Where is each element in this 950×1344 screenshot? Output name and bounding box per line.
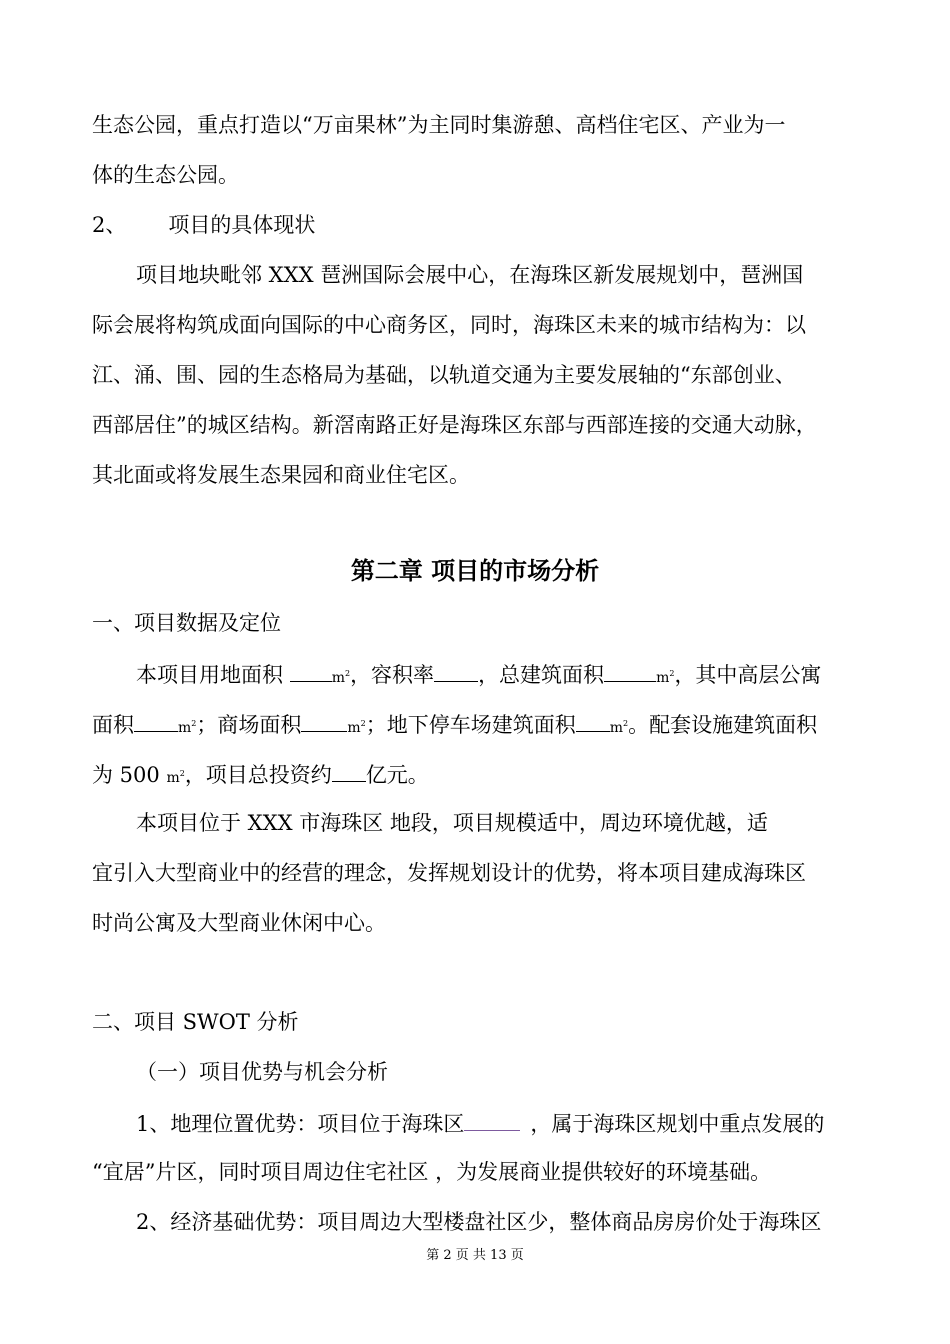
paragraph-line: “宜居”片区，同时项目周边住宅社区 ，为发展商业提供较好的环境基础。 (92, 1160, 772, 1184)
paragraph-line: 西部居住”的城区结构。新滘南路正好是海珠区东部与西部连接的交通大动脉， (92, 413, 817, 437)
blank-field (332, 759, 366, 782)
blank-field (434, 659, 478, 682)
paragraph-line: 1、地理位置优势：项目位于海珠区 ，属于海珠区规划中重点发展的 (136, 1108, 824, 1138)
blank-field (464, 1108, 520, 1131)
blank-field (576, 709, 610, 732)
paragraph-line: 项目地块毗邻 XXX 琶洲国际会展中心，在海珠区新发展规划中，琶洲国 (136, 263, 804, 287)
page-footer: 第 2 页 共 13 页 (426, 1248, 524, 1263)
paragraph-line: 本项目用地面积 $m^2$，容积率 ，总建筑面积 $m^2$，其中高层公寓 (136, 659, 821, 692)
paragraph-line: 2、经济基础优势：项目周边大型楼盘社区少，整体商品房房价处于海珠区 (136, 1210, 822, 1234)
section-title: 一、项目数据及定位 (92, 611, 281, 635)
list-item-text: 项目的具体现状 (168, 213, 316, 237)
paragraph-line: 体的生态公园。 (92, 163, 239, 187)
list-item-2 (92, 211, 315, 239)
section-title: 二、项目 SWOT 分析 (92, 1010, 299, 1034)
paragraph-line: 江、涌、围、园的生态格局为基础，以轨道交通为主要发展轴的“东部创业、 (92, 363, 796, 387)
paragraph-line: 为 500 $m^2$，项目总投资约 亿元。 (92, 759, 429, 792)
paragraph-line: 宜引入大型商业中的经营的理念，发挥规划设计的优势，将本项目建成海珠区 (92, 861, 806, 885)
paragraph-line: 际会展将构筑成面向国际的中心商务区，同时，海珠区未来的城市结构为：以 (92, 313, 806, 337)
list-item-number: 2、 (92, 213, 127, 237)
blank-field (604, 659, 656, 682)
paragraph-line: 生态公园，重点打造以“万亩果林”为主同时集游憩、高档住宅区、产业为一 (92, 113, 786, 137)
subsection-title: （一）项目优势与机会分析 (136, 1060, 388, 1084)
paragraph-line: 本项目位于 XXX 市海珠区 地段，项目规模适中，周边环境优越，适 (136, 811, 768, 835)
blank-field (134, 709, 178, 732)
blank-field (301, 709, 347, 732)
paragraph-line: 时尚公寓及大型商业休闲中心。 (92, 911, 386, 935)
chapter-title: 第二章 项目的市场分析 (350, 557, 600, 585)
paragraph-line: 其北面或将发展生态果园和商业住宅区。 (92, 463, 470, 487)
blank-field (290, 659, 332, 682)
paragraph-line: 面积 $m^2$；商场面积 $m^2$；地下停车场建筑面积 $m^2$。配套设施建筑面积 (92, 709, 817, 742)
